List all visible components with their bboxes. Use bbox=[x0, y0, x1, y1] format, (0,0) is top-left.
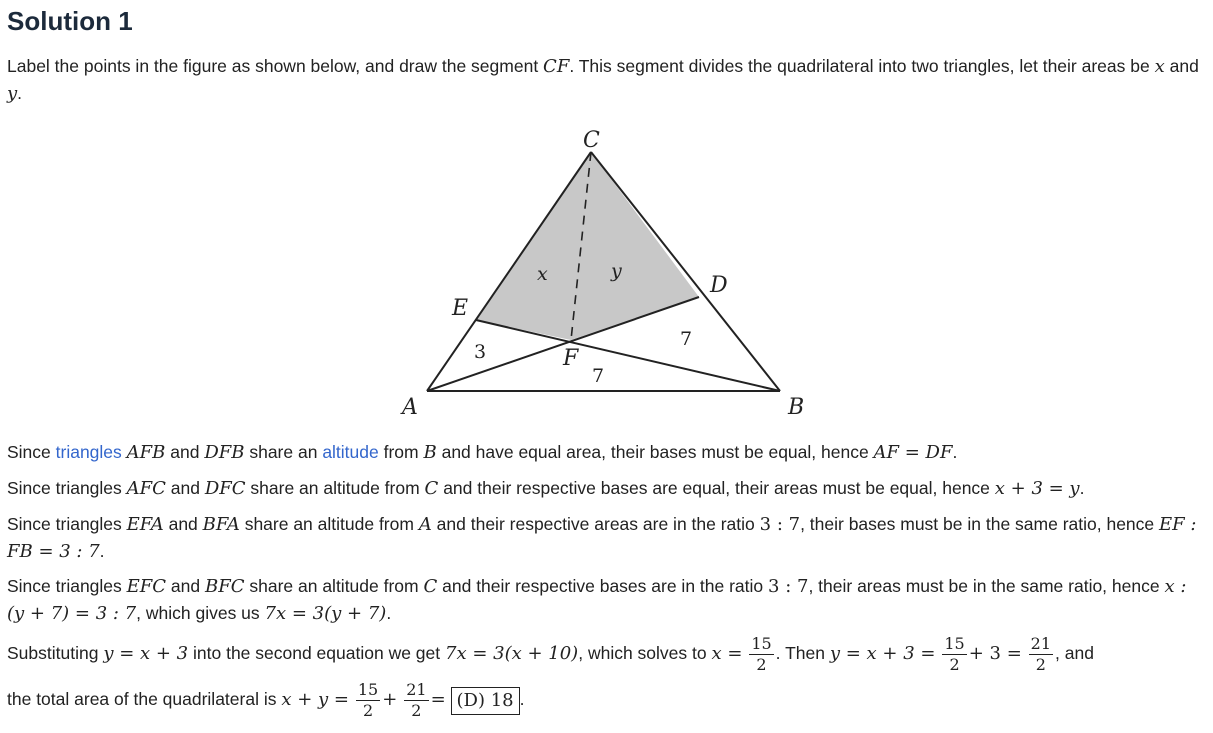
math: 3 : 7 bbox=[759, 514, 801, 535]
region-y-label: y bbox=[611, 260, 622, 282]
math: + bbox=[382, 689, 398, 711]
denominator: 2 bbox=[949, 655, 960, 674]
label-a: A bbox=[402, 395, 418, 420]
text: and have equal area, their bases must be equal, hence bbox=[436, 442, 874, 462]
math: BFA bbox=[202, 514, 240, 535]
math: 3 : 7 bbox=[768, 576, 809, 597]
area-dfb-label: 7 bbox=[680, 328, 693, 350]
text: . This segment divides the quadrilateral into two triangles, let their areas be bbox=[569, 56, 1155, 76]
math: DFC bbox=[204, 478, 246, 499]
math: + 3 = bbox=[968, 643, 1022, 665]
text: share an altitude from bbox=[244, 576, 424, 596]
math: = bbox=[430, 689, 446, 711]
text: and bbox=[165, 478, 205, 498]
text: share an altitude from bbox=[239, 514, 419, 534]
text: and bbox=[1164, 56, 1199, 76]
denominator: 2 bbox=[756, 655, 767, 674]
math: y = x + 3 = bbox=[829, 643, 936, 665]
math: AFB bbox=[126, 442, 166, 463]
altitude-link[interactable]: altitude bbox=[322, 442, 379, 462]
math: A bbox=[418, 514, 432, 535]
math: x : (y + 7) = 3 : 7 bbox=[7, 576, 1187, 624]
math: 7x = 3(y + 7) bbox=[264, 603, 387, 624]
area-efa-label: 3 bbox=[474, 341, 487, 363]
segment-be bbox=[476, 320, 780, 391]
text: , their areas must be in the same ratio, hence bbox=[808, 576, 1165, 596]
math: B bbox=[423, 442, 437, 463]
numerator: 21 bbox=[1030, 634, 1052, 653]
label-d: D bbox=[710, 273, 728, 298]
text: from bbox=[378, 442, 424, 462]
math: DFB bbox=[204, 442, 245, 463]
denominator: 2 bbox=[411, 701, 422, 720]
math: BFC bbox=[205, 576, 245, 597]
text: . bbox=[17, 83, 23, 103]
math: x bbox=[1154, 56, 1165, 77]
math: x + 3 = y bbox=[994, 478, 1080, 499]
text: and their respective bases are in the ratio bbox=[437, 576, 769, 596]
paragraph-5 bbox=[7, 634, 1207, 675]
math: EFA bbox=[126, 514, 164, 535]
fraction bbox=[942, 634, 966, 675]
fraction bbox=[749, 634, 773, 675]
text: . bbox=[519, 689, 525, 710]
text: . Then bbox=[775, 643, 830, 664]
denominator: 2 bbox=[362, 701, 374, 720]
math: y = x + 3 bbox=[103, 643, 189, 665]
numerator: 21 bbox=[406, 680, 427, 699]
math: AFC bbox=[126, 478, 166, 499]
text: . bbox=[1079, 478, 1085, 498]
text: the total area of the quadrilateral is bbox=[7, 689, 282, 710]
text: and their respective bases are equal, their areas must be equal, hence bbox=[438, 478, 995, 498]
text: , their bases must be in the same ratio, hence bbox=[800, 514, 1160, 534]
paragraph-2 bbox=[7, 475, 1207, 502]
text: , and bbox=[1055, 643, 1094, 664]
math: x = bbox=[711, 643, 743, 665]
text: , which solves to bbox=[578, 643, 712, 664]
text: and bbox=[163, 514, 203, 534]
fraction bbox=[1029, 634, 1053, 675]
fraction bbox=[404, 680, 428, 721]
fraction bbox=[356, 680, 380, 721]
text: Substituting bbox=[7, 643, 104, 664]
label-b: B bbox=[788, 395, 805, 420]
math: AF = DF bbox=[873, 442, 953, 463]
math: C bbox=[424, 478, 439, 499]
text: Since bbox=[7, 442, 56, 462]
triangles-link[interactable]: triangles bbox=[55, 442, 122, 462]
math: 7x = 3(x + 10) bbox=[445, 643, 579, 665]
math: EFC bbox=[126, 576, 167, 597]
denominator: 2 bbox=[1035, 655, 1046, 674]
text: share an bbox=[244, 442, 323, 462]
answer-box: (D) 18 bbox=[451, 687, 520, 715]
solution-heading: Solution 1 bbox=[7, 6, 133, 36]
numerator: 15 bbox=[357, 680, 379, 699]
text: Since triangles bbox=[7, 576, 127, 596]
math: EF : FB = 3 : 7 bbox=[7, 514, 1197, 562]
text: . bbox=[99, 541, 105, 561]
area-afb-label: 7 bbox=[592, 365, 605, 387]
label-f: F bbox=[563, 346, 579, 371]
text: Label the points in the figure as shown below, and draw the segment bbox=[7, 56, 544, 76]
text: Since triangles bbox=[7, 514, 127, 534]
label-e: E bbox=[452, 296, 469, 321]
text: and bbox=[165, 442, 205, 462]
paragraph-4 bbox=[7, 573, 1207, 627]
triangle-figure bbox=[380, 120, 820, 425]
text: share an altitude from bbox=[245, 478, 425, 498]
text: , which gives us bbox=[136, 603, 265, 623]
text: Since triangles bbox=[7, 478, 127, 498]
paragraph-6 bbox=[7, 680, 1207, 721]
math: x + y = bbox=[281, 689, 349, 711]
numerator: 15 bbox=[751, 634, 772, 653]
text: and bbox=[166, 576, 205, 596]
math: CF bbox=[543, 56, 570, 77]
region-x-label: x bbox=[537, 263, 548, 285]
intro-paragraph bbox=[7, 53, 1207, 107]
math: y bbox=[7, 83, 18, 104]
text: . bbox=[952, 442, 958, 462]
text: and their respective areas are in the ratio bbox=[431, 514, 760, 534]
math: C bbox=[423, 576, 438, 597]
numerator: 15 bbox=[944, 634, 965, 653]
label-c: C bbox=[583, 128, 600, 153]
paragraph-3 bbox=[7, 511, 1207, 565]
text: into the second equation we get bbox=[188, 643, 445, 664]
paragraph-1 bbox=[7, 439, 1207, 466]
text: . bbox=[386, 603, 392, 623]
